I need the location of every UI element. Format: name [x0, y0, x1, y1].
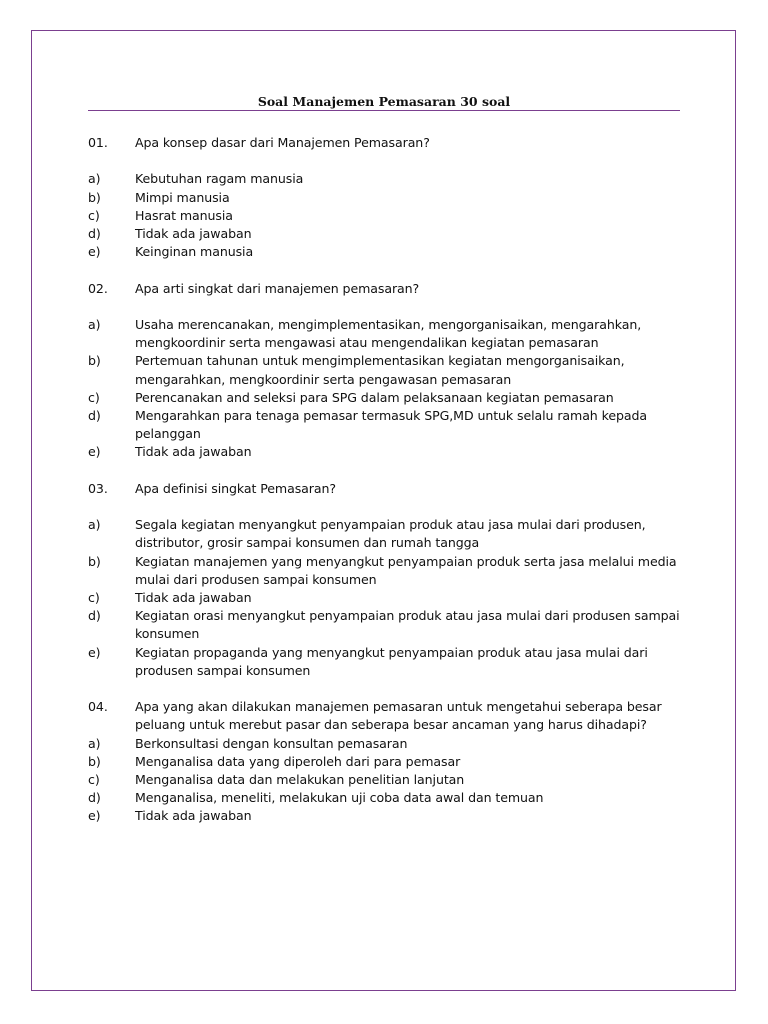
- option-d: [88, 607, 688, 643]
- question-2: [88, 280, 688, 462]
- option-text: Menganalisa data dan melakukan penelitian lanjutan: [135, 772, 465, 788]
- option-text: Hasrat manusia: [135, 207, 233, 223]
- option-text: Tidak ada jawaban: [135, 808, 252, 824]
- option-text: Menganalisa, meneliti, melakukan uji coba data awal dan temuan: [135, 790, 544, 806]
- document-title: Soal Manajemen Pemasaran 30 soal: [257, 94, 511, 109]
- option-text: Keinginan manusia: [135, 244, 254, 260]
- option-e: [88, 243, 688, 261]
- question-stem: [88, 280, 688, 298]
- option-e: [88, 807, 688, 825]
- option-b: [88, 753, 688, 771]
- option-label: b): [88, 553, 101, 569]
- option-label: d): [88, 408, 101, 423]
- question-text: Apa definisi singkat Pemasaran?: [135, 480, 336, 496]
- question-stem: [88, 134, 688, 152]
- option-c: [88, 207, 688, 225]
- question-stem: [88, 480, 688, 498]
- option-c: [88, 589, 688, 607]
- option-label: a): [88, 735, 101, 751]
- option-label: e): [88, 444, 101, 460]
- option-b: [88, 189, 688, 207]
- option-text: Mimpi manusia: [135, 189, 230, 205]
- option-label: c): [88, 590, 100, 605]
- option-text: Berkonsultasi dengan konsultan pemasaran: [135, 735, 408, 751]
- question-number: 03.: [88, 480, 108, 496]
- option-text: Kebutuhan ragam manusia: [135, 171, 304, 187]
- option-label: b): [88, 753, 101, 769]
- option-list: [88, 735, 688, 826]
- option-a: [88, 516, 688, 552]
- option-b: [88, 553, 688, 589]
- option-c: [88, 389, 688, 407]
- option-list: [88, 516, 688, 680]
- option-d: [88, 789, 688, 807]
- option-label: d): [88, 226, 101, 241]
- option-label: d): [88, 790, 101, 806]
- option-label: a): [88, 171, 101, 187]
- option-text: Pertemuan tahunan untuk mengimplementasikan kegiatan mengorganisaikan, mengarahkan, mengkoordinir serta pengawasan pemasaran: [135, 353, 625, 387]
- option-label: a): [88, 517, 101, 533]
- option-text: Tidak ada jawaban: [135, 444, 252, 460]
- option-text: Segala kegiatan menyangkut penyampaian produk atau jasa mulai dari produsen, distributor, grosir sampai konsumen dan rumah tangga: [135, 517, 646, 551]
- option-text: Perencanakan and seleksi para SPG dalam pelaksanaan kegiatan pemasaran: [135, 389, 614, 405]
- option-b: [88, 352, 688, 388]
- question-text: Apa konsep dasar dari Manajemen Pemasaran?: [135, 135, 430, 150]
- question-text: Apa yang akan dilakukan manajemen pemasaran untuk mengetahui seberapa besar peluang untuk merebut pasar dan seberapa besar ancaman yang harus dihadapi?: [135, 699, 662, 733]
- option-label: c): [88, 207, 100, 223]
- option-label: c): [88, 772, 100, 788]
- option-a: [88, 170, 688, 188]
- option-text: Mengarahkan para tenaga pemasar termasuk SPG,MD untuk selalu ramah kepada pelanggan: [135, 408, 648, 442]
- option-text: Menganalisa data yang diperoleh dari para pemasar: [135, 753, 461, 769]
- option-label: c): [88, 389, 100, 405]
- option-a: [88, 316, 688, 352]
- option-d: [88, 407, 688, 443]
- option-label: d): [88, 608, 101, 624]
- option-text: Kegiatan propaganda yang menyangkut penyampaian produk atau jasa mulai dari produsen sampai konsumen: [135, 644, 648, 678]
- option-label: b): [88, 189, 101, 205]
- question-text: Apa arti singkat dari manajemen pemasaran?: [135, 280, 420, 296]
- option-label: a): [88, 316, 101, 332]
- question-stem: [88, 698, 688, 734]
- option-text: Kegiatan orasi menyangkut penyampaian produk atau jasa mulai dari produsen sampai konsumen: [135, 608, 680, 642]
- option-list: [88, 170, 688, 261]
- question-number: 04.: [88, 699, 108, 715]
- question-number: 02.: [88, 280, 108, 296]
- question-number: 01.: [88, 135, 108, 150]
- option-text: Tidak ada jawaban: [135, 590, 252, 605]
- question-1: [88, 134, 688, 261]
- option-text: Tidak ada jawaban: [135, 226, 252, 241]
- title-underline: [88, 110, 680, 111]
- option-a: [88, 735, 688, 753]
- option-e: [88, 443, 688, 461]
- question-3: [88, 480, 688, 680]
- option-label: e): [88, 808, 101, 824]
- option-list: [88, 316, 688, 462]
- option-e: [88, 644, 688, 680]
- option-text: Usaha merencanakan, mengimplementasikan, mengorganisaikan, mengarahkan, mengkoordinir serta mengawasi atau mengendalikan kegiatan pemasaran: [135, 316, 642, 351]
- option-c: [88, 771, 688, 789]
- option-d: [88, 225, 688, 243]
- question-list: [88, 134, 688, 826]
- option-label: b): [88, 353, 101, 369]
- option-label: e): [88, 244, 101, 260]
- question-4: [88, 698, 688, 825]
- option-text: Kegiatan manajemen yang menyangkut penyampaian produk serta jasa melalui media mulai dari produsen sampai konsumen: [135, 553, 677, 587]
- option-label: e): [88, 644, 101, 660]
